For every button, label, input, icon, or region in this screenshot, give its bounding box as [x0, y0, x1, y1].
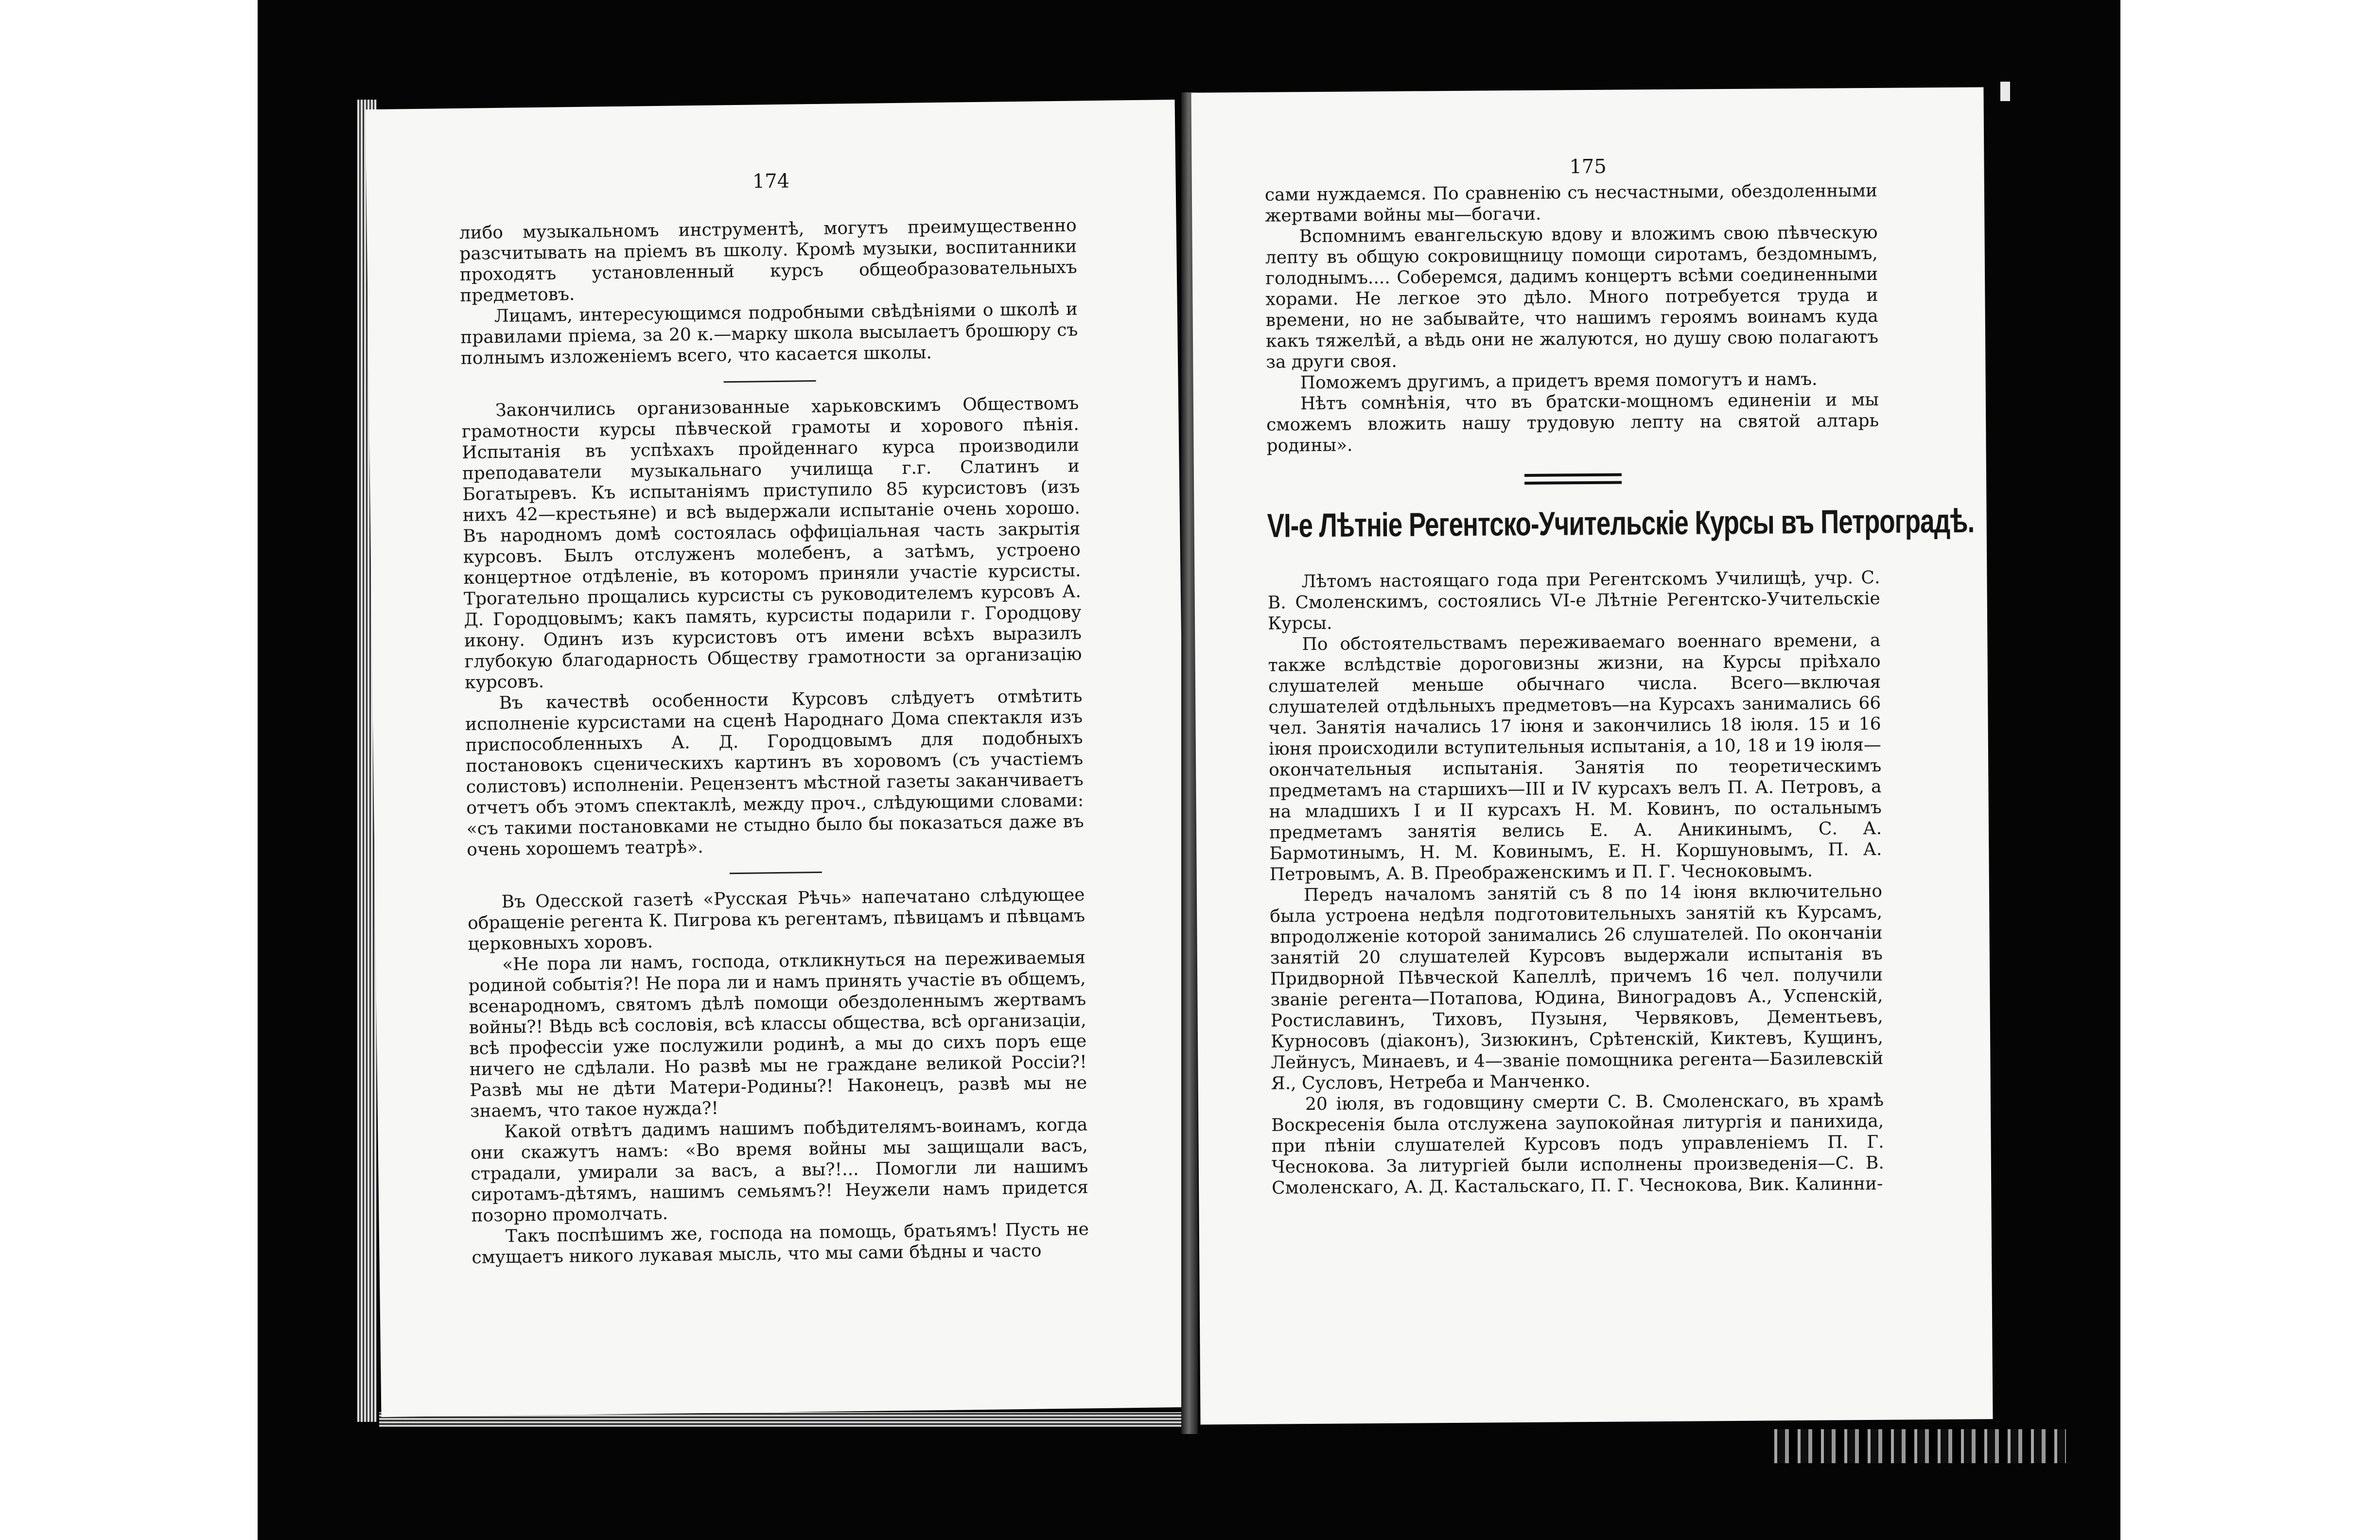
- scan-noise: [1774, 1429, 2066, 1463]
- left-page: [366, 100, 1191, 1417]
- paragraph: 20 іюля, въ годовщину смерти С. В. Смоленскаго, въ храмѣ Воскресенія была отслужена заупокойная литургія и панихида, при пѣніи слушателей Курсовъ подъ управленіемъ П. Г. Чеснокова. За литургіей были исполнены произведенія—С. В. Смоленскаго, А. Д. Кастальскаго, П. Г. Чеснокова, Вик. Калинни-: [1271, 1090, 1885, 1198]
- right-page-text: [1264, 180, 1975, 1199]
- bookmark-tab: [2000, 82, 2010, 101]
- paragraph: сами нуждаемся. По сравненію съ несчастными, обездоленными жертвами войны мы—богачи.: [1264, 180, 1878, 226]
- paragraph: Лѣтомъ настоящаго года при Регентскомъ Училищѣ, учр. С. В. Смоленскимъ, состоялись VI-е Лѣтніе Регентско-Учительскіе Курсы.: [1267, 567, 1880, 634]
- left-page-number: 174: [752, 170, 790, 193]
- section-divider: [724, 380, 816, 383]
- paragraph: либо музыкальномъ инструментѣ, могутъ преимущественно разсчитывать на пріемъ въ школу. Кромѣ музыки, воспитанники проходятъ установленный курсъ общеобразовательныхъ предметовъ.: [459, 215, 1077, 306]
- paragraph: Какой отвѣтъ дадимъ нашимъ побѣдителямъ-воинамъ, когда они скажутъ намъ: «Во время войны мы защищали васъ, страдали, умирали за васъ, а вы?!... Помогли ли нашимъ сиротамъ-дѣтямъ, нашимъ семьямъ?! Неужели намъ придется позорно промолчать.: [470, 1115, 1089, 1226]
- paragraph: Въ качествѣ особенности Курсовъ слѣдуетъ отмѣтить исполненіе курсистами на сценѣ Народнаго Дома спектакля изъ приспособленныхъ А. Д. Городцовымъ для подобныхъ постановокъ сценическихъ картинъ въ хоровомъ (съ участіемъ солистовъ) исполненіи. Рецензентъ мѣстной газеты заканчиваетъ отчетъ объ этомъ спектаклѣ, между проч., слѣдующими словами: «съ такими постановками не стыдно было бы показаться даже въ очень хорошемъ театрѣ».: [465, 686, 1084, 860]
- paragraph: Поможемъ другимъ, а придетъ время помогутъ и намъ.: [1300, 369, 1818, 393]
- paragraph: Въ Одесской газетѣ «Русская Рѣчь» напечатано слѣдующее обращеніе регента К. Пигрова къ регентамъ, пѣвицамъ и пѣвцамъ церковныхъ хоровъ.: [467, 885, 1085, 954]
- section-divider: [730, 872, 822, 874]
- right-page-number: 175: [1569, 155, 1607, 178]
- paragraph: Вспомнимъ евангельскую вдову и вложимъ свою пѣвческую лепту въ общую сокровищницу помощи сиротамъ, бездомнымъ, голоднымъ.... Соберемся, дадимъ концертъ всѣми соединенными хорами. Не легкое это дѣло. Много потребуется труда и времени, но не забывайте, что нашимъ героямъ воинамъ куда какъ тяжелѣй, а вѣдь они не жалуются, но душу свою полагаютъ за други своя.: [1265, 222, 1879, 372]
- paragraph: Передъ началомъ занятій съ 8 по 14 іюня включительно была устроена недѣля подготовительныхъ занятій къ Курсамъ, впродолженіе которой занимались 26 слушателей. По окончаніи занятій 20 слушателей Курсовъ выдержали испытанія въ Придворной Пѣвческой Капеллѣ, причемъ 16 чел. получили званіе регента—Потапова, Юдина, Виноградовъ А., Успенскій, Ростиславинъ, Тиховъ, Пузыня, Червяковъ, Дементьевъ, Курносовъ (діаконъ), Зизюкинъ, Срѣтенскій, Киктевъ, Кущинъ, Лейнусъ, Минаевъ, и 4—званіе помощника регента—Базилевскій Я., Сусловъ, Нетреба и Манченко.: [1270, 881, 1884, 1094]
- right-page: [1191, 87, 1993, 1424]
- paragraph: Закончились организованные харьковскимъ Обществомъ грамотности курсы пѣвческой грамоты и хорового пѣнія. Испытанія въ успѣхахъ пройденнаго курса производили преподаватели музыкальнаго училища г.г. Слатинъ и Богатыревъ. Къ испытаніямъ приступило 85 курсистовъ (изъ нихъ 42—крестьяне) и всѣ выдержали испытаніе очень хорошо. Въ народномъ домѣ состоялась оффиціальная часть закрытія курсовъ. Былъ отслуженъ молебенъ, а затѣмъ, устроено концертное отдѣленіе, въ которомъ приняли участіе курсисты. Трогательно прощались курсисты съ руководителемъ курсовъ А. Д. Городцовымъ; какъ память, курсисты подарили г. Городцову икону. Одинъ изъ курсистовъ отъ имени всѣхъ выразилъ глубокую благодарность Обществу грамотности за организацію курсовъ.: [461, 393, 1082, 693]
- paragraph: Такъ поспѣшимъ же, господа на помощь, братьямъ! Пусть не смущаетъ никого лукавая мысль, что мы сами бѣдны и часто: [472, 1219, 1089, 1268]
- paragraph: По обстоятельствамъ переживаемаго военнаго времени, а также вслѣдствіе дороговизны жизни, на Курсы пріѣхало слушателей меньше обычнаго числа. Всего—включая слушателей отдѣльныхъ предметовъ—на Курсахъ занимались 66 чел. Занятія начались 17 іюня и закончились 18 іюля. 15 и 16 іюня происходили вступительныя испытанія, а 10, 18 и 19 іюля—окончательныя испытанія. Занятія по теоретическимъ предметамъ на старшихъ—III и IV курсахъ велъ П. А. Петровъ, а на младшихъ I и II курсахъ Н. М. Ковинъ, по остальнымъ предметамъ занятія велись Е. А. Аникинымъ, С. А. Бармотинымъ, Н. М. Ковинымъ, Е. Н. Коршуновымъ, П. А. Петровымъ, А. В. Преображенскимъ и П. Г. Чесноковымъ.: [1268, 630, 1882, 885]
- double-rule-divider: [1524, 473, 1622, 485]
- left-page-text: [459, 215, 1089, 1268]
- paragraph: Лицамъ, интересующимся подробными свѣдѣніями о школѣ и правилами пріема, за 20 к.—марку школа высылаетъ брошюру съ полнымъ изложеніемъ всего, что касается школы.: [460, 299, 1078, 368]
- section-heading: VI-е Лѣтніе Регентско-Учительскіе Курсы въ Петроградѣ.: [1267, 502, 1975, 545]
- paragraph: Нѣтъ сомнѣнія, что въ братски-мощномъ единеніи и мы сможемъ вложить нашу трудовую лепту на святой алтарь родины».: [1266, 389, 1879, 456]
- paragraph: «Не пора ли намъ, господа, откликнуться на переживаемыя родиной событія?! Не пора ли и намъ принять участіе въ общемъ, всенародномъ, святомъ дѣлѣ помощи обездоленнымъ жертвамъ войны?! Вѣдь всѣ сословія, всѣ классы общества, всѣ организаціи, всѣ профессіи уже послужили родинѣ, а мы до сихъ поръ еще ничего не сдѣлали. Но развѣ мы не граждане великой Россіи?! Развѣ мы не дѣти Матери-Родины?! Наконецъ, развѣ мы не знаемъ, что такое нужда?!: [468, 947, 1087, 1121]
